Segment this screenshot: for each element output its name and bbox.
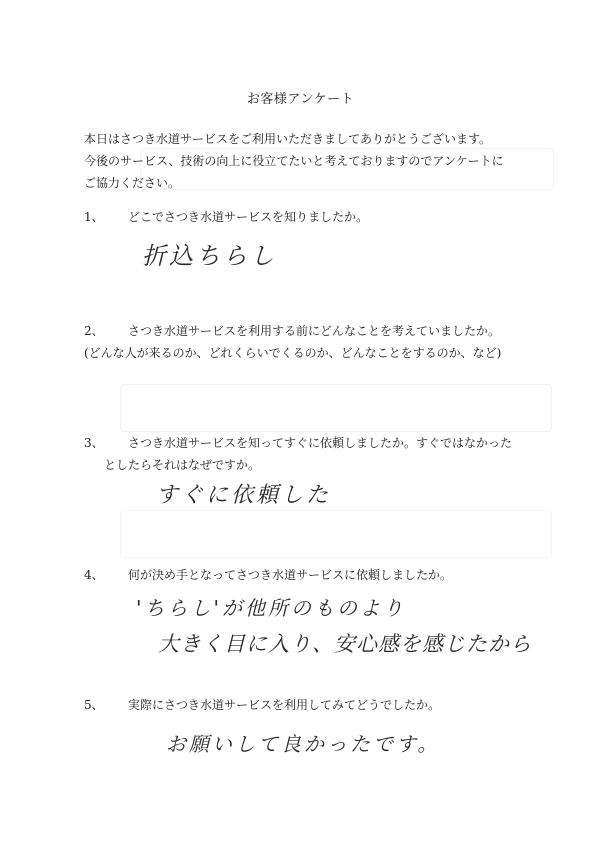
show-through-box (120, 384, 552, 432)
handwritten-answer-line: 'ちらし'が他所のものより (136, 596, 406, 620)
question-text: さつき水道サービスを利用する前にどんなことを考えていましたか。 (128, 324, 501, 338)
question-subtext: としたらそれはなぜですか。 (104, 458, 261, 472)
question-text: 何が決め手となってさつき水道サービスに依頼しましたか。 (128, 568, 453, 582)
question-text: どこでさつき水道サービスを知りましたか。 (128, 210, 369, 224)
question-number: 1、 (84, 210, 104, 224)
handwritten-answer: お願いして良かったです。 (166, 732, 441, 756)
intro-line: ご協力ください。 (84, 176, 181, 190)
question-number: 2、 (84, 324, 104, 338)
intro-line: 本日はさつき水道サービスをご利用いただきましてありがとうございます。 (84, 132, 492, 146)
intro-line: 今後のサービス、技術の向上に役立てたいと考えておりますのでアンケートに (84, 154, 504, 168)
handwritten-answer-line: 大きく目に入り、安心感を感じたから (158, 632, 532, 656)
intro-text (84, 128, 554, 194)
question-text: 実際にさつき水道サービスを利用してみてどうでしたか。 (128, 698, 441, 712)
question-number: 4、 (84, 568, 104, 582)
question-number: 3、 (84, 436, 104, 450)
show-through-box (120, 510, 552, 558)
handwritten-answer: 折込ちらし (142, 242, 277, 270)
question-subtext: (どんな人が来るのか、どれくらいでくるのか、どんなことをするのか、など) (84, 346, 502, 360)
handwritten-answer: すぐに依頼した (156, 483, 332, 508)
survey-title: お客様アンケート (246, 92, 355, 107)
question-text: さつき水道サービスを知ってすぐに依頼しましたか。すぐではなかった (128, 436, 513, 450)
question-number: 5、 (84, 698, 104, 712)
